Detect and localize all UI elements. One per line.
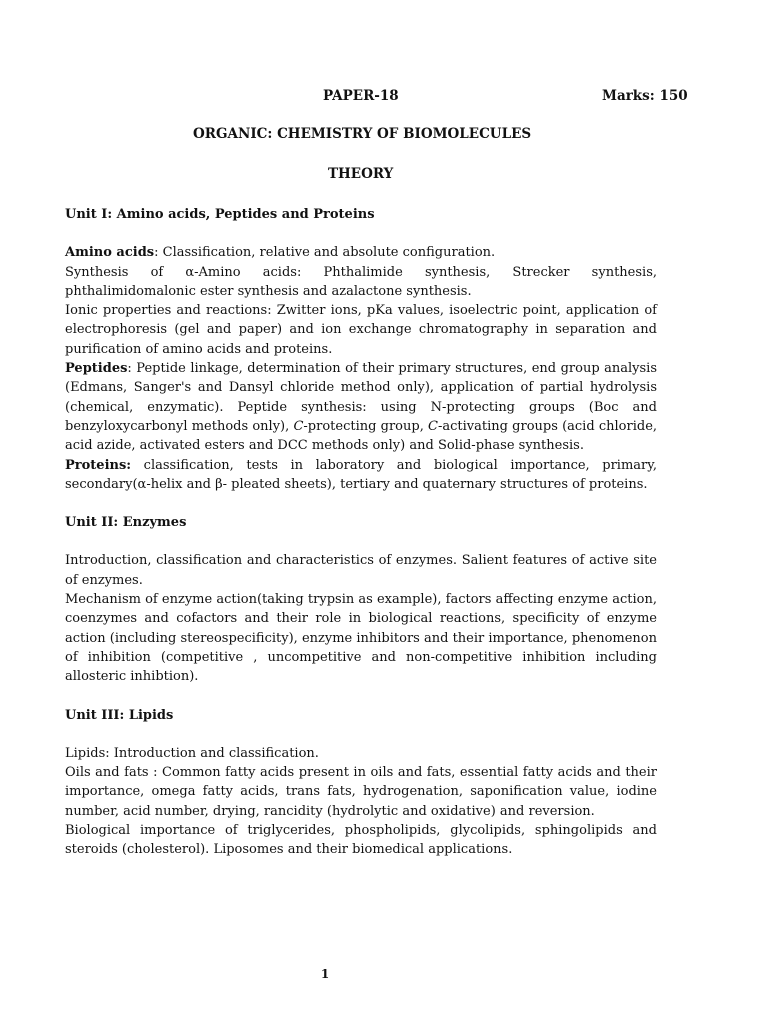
amino-acids-paragraph — [65, 243, 657, 262]
unit-1-heading: Unit I: Amino acids, Peptides and Proteins — [65, 207, 375, 222]
enzymes-mechanism-paragraph: Mechanism of enzyme action(taking trypsin as example), factors affecting enzyme action, coenzymes and cofactors and their role in biological reactions, specificity of enzyme action (including stereospecificity), enzyme inhibitors and their importance, phenomenon of inhibition (competitive , uncompetitive and non-competitive inhibition including allosteric inhibtion). — [65, 592, 657, 685]
peptides-paragraph — [65, 359, 657, 455]
peptides-text-1: : Peptide linkage, determination of their primary structures, end group analysis (Edmans, Sanger's and Dansyl chloride method only), application of partial hydrolysis (chemical, enzymatic). Peptide synthesis: using N-protecting groups (Boc and benzyloxycarbonyl methods only), — [65, 361, 657, 434]
ionic-paragraph: Ionic properties and reactions: Zwitter ions, pKa values, isoelectric point, application of electrophoresis (gel and paper) and ion exchange chromatography in separation and purification of amino acids and proteins. — [65, 303, 657, 357]
paper-code: PAPER-18 — [323, 88, 399, 104]
c-letter: C — [293, 418, 304, 434]
unit-2-heading: Unit II: Enzymes — [65, 515, 187, 531]
marks-label: Marks: 150 — [602, 88, 688, 104]
proteins-lead: Proteins: — [65, 457, 132, 473]
c-letter: C — [428, 418, 438, 434]
peptides-text-2: -protecting group, — [303, 418, 429, 434]
biological-importance-paragraph: Biological importance of triglycerides, phospholipids, glycolipids, sphingolipids and steroids (cholesterol). Liposomes and their biomedical applications. — [65, 823, 657, 858]
section-title: THEORY — [328, 166, 394, 182]
page-title: ORGANIC: CHEMISTRY OF BIOMOLECULES — [193, 126, 532, 142]
page-number: 1 — [320, 967, 330, 981]
syllabus-content — [65, 205, 657, 860]
proteins-paragraph — [65, 456, 657, 495]
unit-3-heading: Unit III: Lipids — [65, 707, 174, 723]
peptides-lead: Peptides — [65, 361, 128, 377]
oils-fats-paragraph: Oils and fats : Common fatty acids present in oils and fats, essential fatty acids and their importance, omega fatty acids, trans fats, hydrogenation, saponification value, iodine number, acid number, drying, rancidity (hydrolytic and oxidative) and reversion. — [65, 765, 657, 819]
synthesis-paragraph: Synthesis of α-Amino acids: Phthalimide synthesis, Strecker synthesis, phthalimidomalonic ester synthesis and azalactone synthesis. — [65, 264, 657, 299]
amino-acids-text: : Classification, relative and absolute configuration. — [154, 245, 496, 261]
enzymes-intro-paragraph: Introduction, classification and characteristics of enzymes. Salient features of active site of enzymes. — [65, 553, 657, 588]
proteins-text: classification, tests in laboratory and biological importance, primary, secondary(α-helix and β- pleated sheets), tertiary and quaternary structures of proteins. — [65, 457, 657, 492]
amino-acids-lead: Amino acids — [65, 245, 155, 261]
lipids-intro-paragraph: Lipids: Introduction and classification. — [65, 745, 319, 761]
peptides-text-3: -activating groups (acid chloride, acid azide, activated esters and DCC methods only) and Solid-phase synthesis. — [65, 418, 658, 454]
